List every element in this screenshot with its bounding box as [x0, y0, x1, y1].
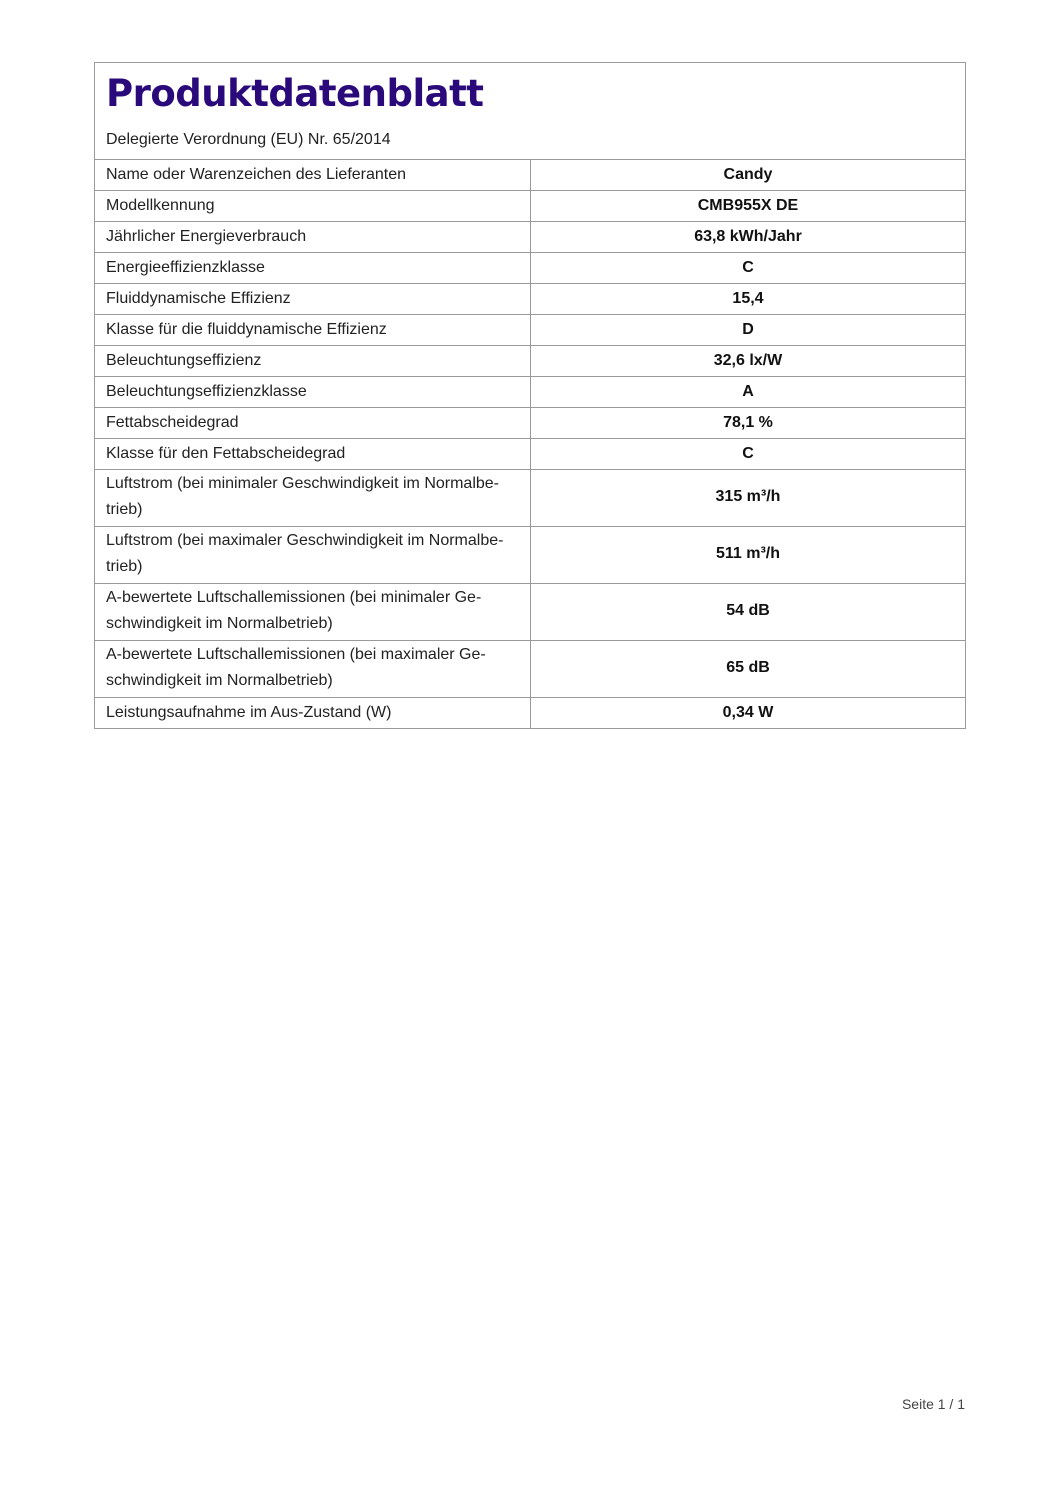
table-row	[95, 346, 965, 377]
table-row	[95, 284, 965, 315]
sheet-header	[95, 63, 965, 160]
table-row	[95, 641, 965, 698]
table-row	[95, 439, 965, 470]
table-row	[95, 698, 965, 729]
table-row	[95, 191, 965, 222]
row-label: Beleuchtungseffizienzklasse	[95, 377, 531, 408]
row-label: Luftstrom (bei minimaler Geschwindigkeit im Normalbe-trieb)	[95, 470, 531, 527]
page-number: Seite 1 / 1	[901, 1396, 965, 1412]
row-label: Energieeffizienzklasse	[95, 253, 531, 284]
row-value: 15,4	[531, 284, 966, 315]
row-label: Klasse für die fluiddynamische Effizienz	[95, 315, 531, 346]
row-value: C	[531, 439, 966, 470]
table-row	[95, 253, 965, 284]
table-row	[95, 408, 965, 439]
row-value: CMB955X DE	[531, 191, 966, 222]
row-label: Jährlicher Energieverbrauch	[95, 222, 531, 253]
row-label: Fluiddynamische Effizienz	[95, 284, 531, 315]
row-value: 32,6 lx/W	[531, 346, 966, 377]
row-label: A-bewertete Luftschallemissionen (bei minimaler Ge-schwindigkeit im Normalbetrieb)	[95, 584, 531, 641]
row-value: A	[531, 377, 966, 408]
table-row	[95, 160, 965, 191]
row-label: Modellkennung	[95, 191, 531, 222]
row-value: C	[531, 253, 966, 284]
row-value: 63,8 kWh/Jahr	[531, 222, 966, 253]
row-value: Candy	[723, 166, 773, 183]
table-row	[95, 584, 965, 641]
row-value: 54 dB	[531, 584, 966, 641]
row-label: Klasse für den Fettabscheidegrad	[95, 439, 531, 470]
row-label: Name oder Warenzeichen des Lieferanten	[95, 160, 531, 191]
table-row	[95, 377, 965, 408]
table-row	[95, 222, 965, 253]
row-value: 0,34 W	[531, 698, 966, 729]
row-label: Fettabscheidegrad	[95, 408, 531, 439]
table-row	[95, 315, 965, 346]
row-value: 315 m³/h	[531, 470, 966, 527]
product-data-sheet	[94, 62, 966, 729]
row-label: Leistungsaufnahme im Aus-Zustand (W)	[95, 698, 531, 729]
regulation-subtitle: Delegierte Verordnung (EU) Nr. 65/2014	[106, 131, 391, 148]
page-title: Produktdatenblatt	[106, 72, 484, 115]
table-row	[95, 470, 965, 527]
row-label: Beleuchtungseffizienz	[95, 346, 531, 377]
row-label: A-bewertete Luftschallemissionen (bei maximaler Ge-schwindigkeit im Normalbetrieb)	[95, 641, 531, 698]
table-row	[95, 527, 965, 584]
row-label: Luftstrom (bei maximaler Geschwindigkeit im Normalbe-trieb)	[95, 527, 531, 584]
row-value: 511 m³/h	[531, 527, 966, 584]
row-value: 65 dB	[531, 641, 966, 698]
row-value: D	[531, 315, 966, 346]
product-data-table	[95, 160, 965, 728]
row-value: 78,1 %	[531, 408, 966, 439]
